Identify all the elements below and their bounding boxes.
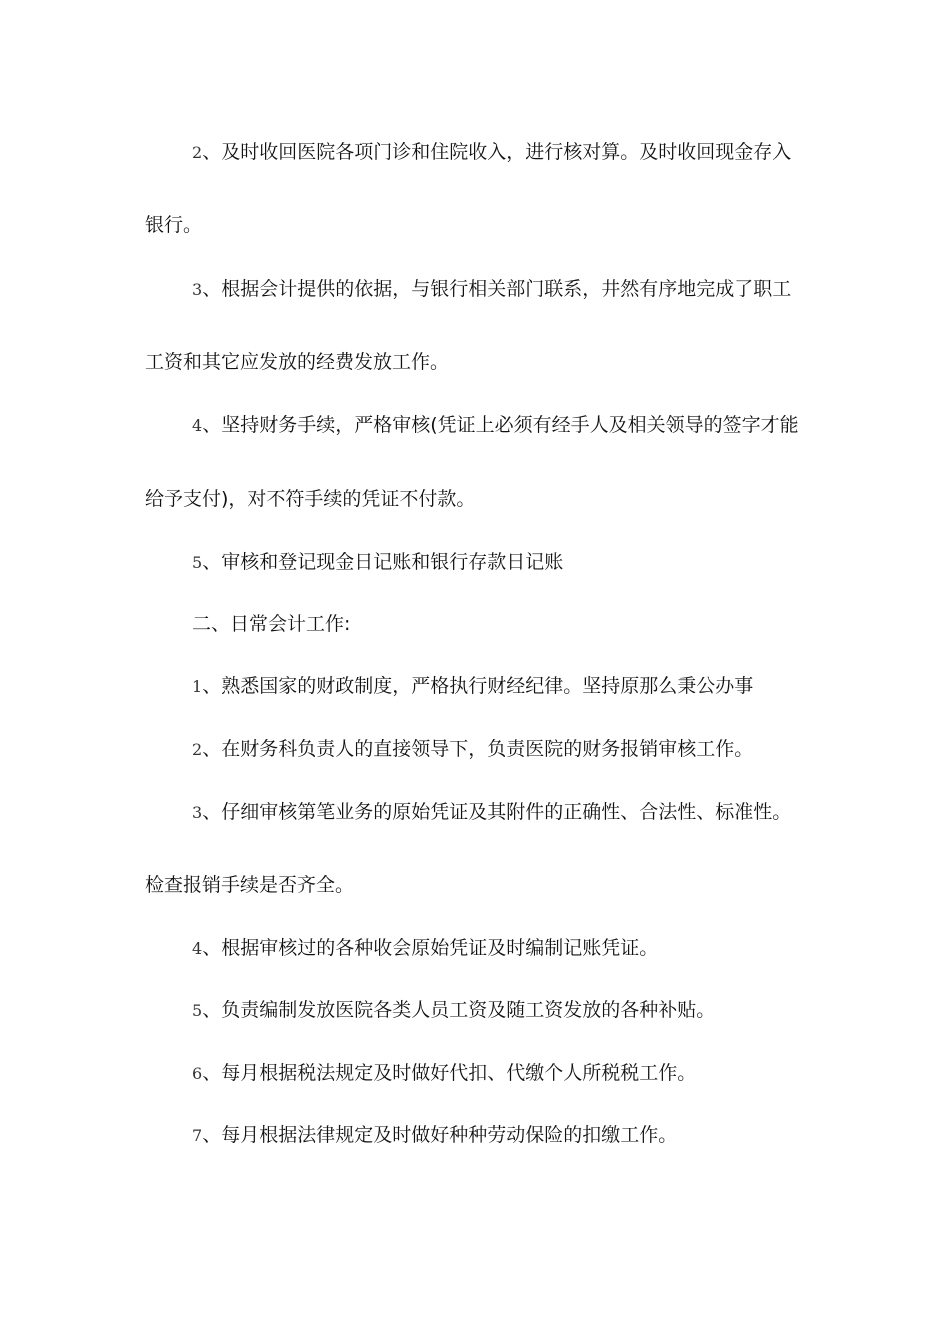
item-number: 7 — [192, 1126, 203, 1145]
paragraph-line — [192, 936, 658, 961]
paragraph-line — [192, 998, 715, 1023]
paragraph-text: 检查报销手续是否齐全。 — [145, 874, 355, 896]
item-number: 6 — [192, 1064, 203, 1083]
paragraph-line — [192, 550, 563, 575]
item-number: 5 — [192, 553, 203, 572]
paragraph-line — [145, 873, 354, 897]
item-number: 3 — [192, 280, 203, 299]
paragraph-line — [145, 350, 449, 374]
paragraph-text: 、仔细审核第笔业务的原始凭证及其附件的正确性、合法性、标准性。 — [202, 801, 792, 823]
paragraph-line — [145, 213, 202, 237]
paragraph-line — [192, 277, 791, 302]
item-number: 5 — [192, 1001, 203, 1020]
item-number: 4 — [192, 416, 203, 435]
section-heading — [192, 612, 350, 636]
paragraph-text: 给予支付)，对不符手续的凭证不付款。 — [145, 488, 476, 510]
paragraph-line — [192, 800, 791, 825]
paragraph-text: 、负责编制发放医院各类人员工资及随工资发放的各种补贴。 — [202, 999, 716, 1021]
paragraph-line — [192, 413, 799, 438]
item-number: 3 — [192, 803, 203, 822]
paragraph-text: 、熟悉国家的财政制度，严格执行财经纪律。坚持原那么秉公办事 — [202, 675, 754, 697]
paragraph-line — [192, 140, 791, 165]
paragraph-line — [145, 487, 475, 511]
section-heading-text: 二、日常会计工作: — [192, 613, 351, 635]
paragraph-text: 、及时收回医院各项门诊和住院收入，进行核对算。及时收回现金存入 — [202, 141, 792, 163]
paragraph-text: 、根据会计提供的依据，与银行相关部门联系，井然有序地完成了职工 — [202, 278, 792, 300]
paragraph-line — [192, 737, 753, 762]
paragraph-text: 、根据审核过的各种收会原始凭证及时编制记账凭证。 — [202, 937, 659, 959]
paragraph-text: 银行。 — [145, 214, 203, 236]
paragraph-line — [192, 674, 753, 699]
paragraph-text: 工资和其它应发放的经费发放工作。 — [145, 351, 450, 373]
item-number: 2 — [192, 143, 203, 162]
item-number: 2 — [192, 740, 203, 759]
paragraph-line — [192, 1061, 696, 1086]
paragraph-text: 、每月根据税法规定及时做好代扣、代缴个人所税税工作。 — [202, 1062, 697, 1084]
paragraph-text: 、坚持财务手续，严格审核(凭证上必须有经手人及相关领导的签字才能 — [202, 414, 799, 436]
paragraph-text: 、在财务科负责人的直接领导下，负责医院的财务报销审核工作。 — [202, 738, 754, 760]
paragraph-line — [192, 1123, 677, 1148]
paragraph-text: 、审核和登记现金日记账和银行存款日记账 — [202, 551, 564, 573]
item-number: 4 — [192, 939, 203, 958]
item-number: 1 — [192, 677, 203, 696]
paragraph-text: 、每月根据法律规定及时做好种种劳动保险的扣缴工作。 — [202, 1124, 678, 1146]
